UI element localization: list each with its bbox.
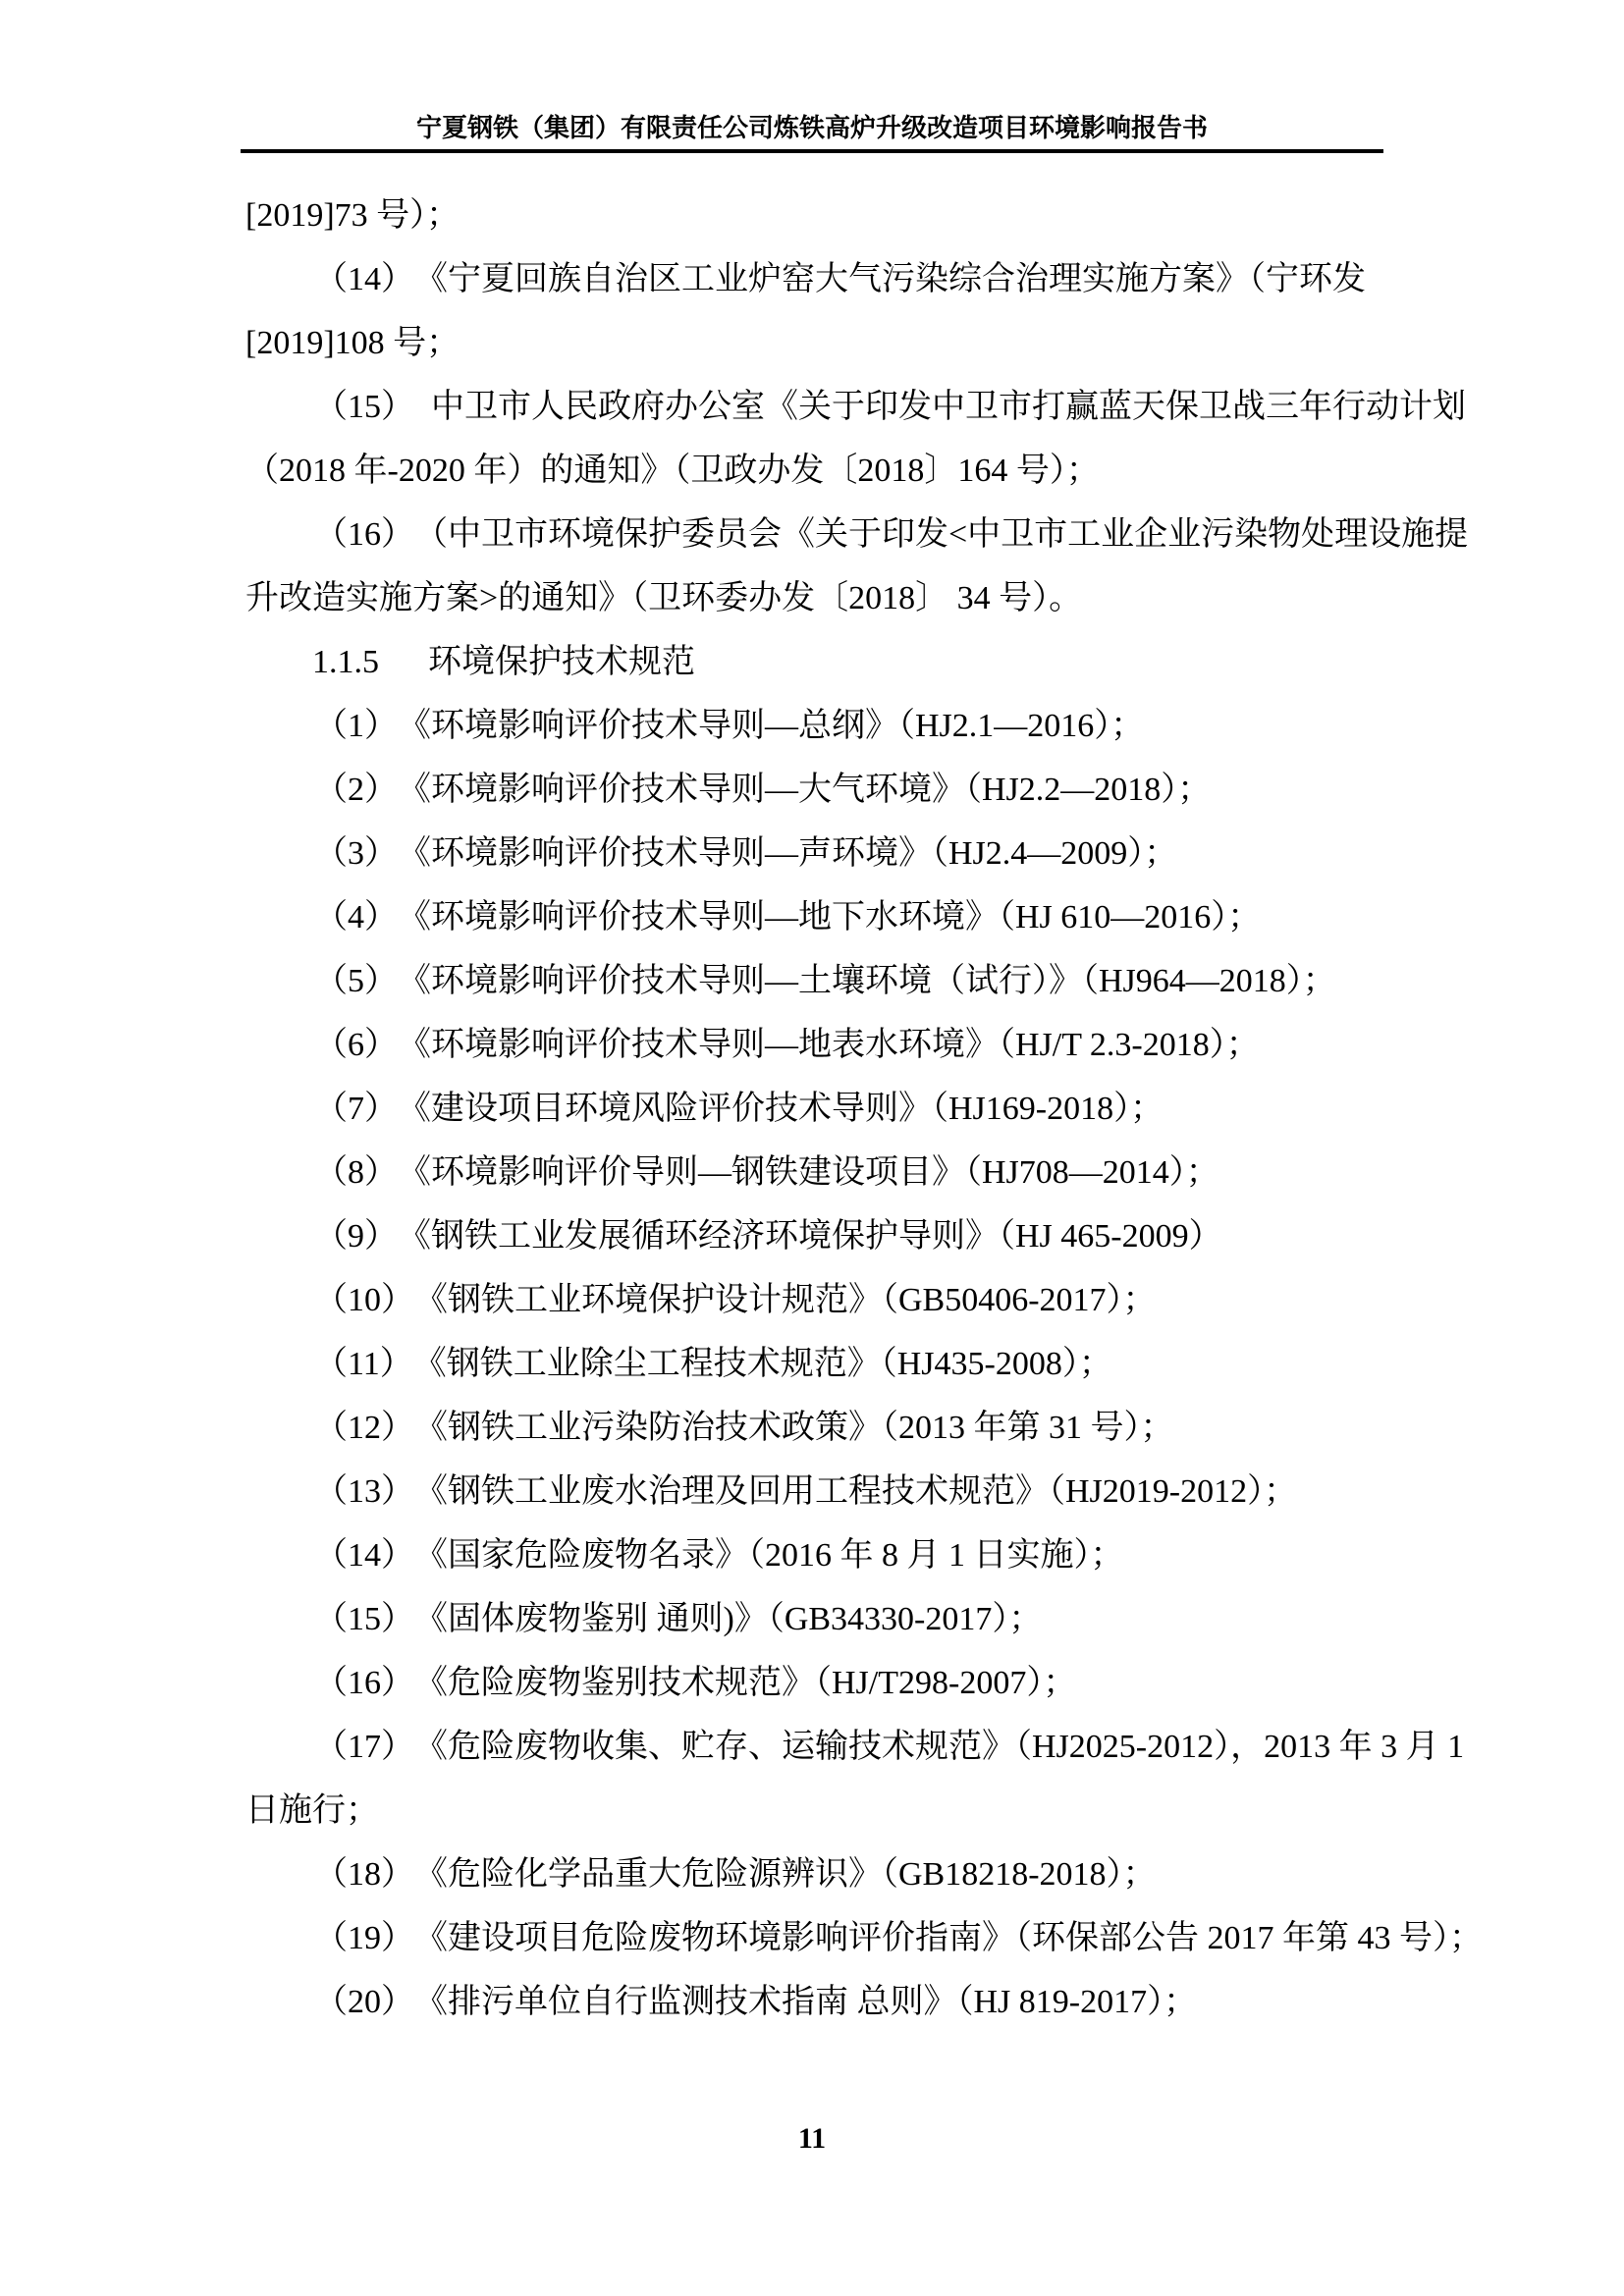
list-item: （5） 《环境影响评价技术导则—土壤环境（试行）》（HJ964—2018）； (314, 963, 1336, 999)
list-item: （3） 《环境影响评价技术导则—声环境》（HJ2.4—2009）； (314, 835, 1178, 872)
header-rule (241, 149, 1383, 153)
list-item: （14） 《国家危险废物名录》（2016 年 8 月 1 日实施）； (314, 1537, 1124, 1574)
list-item: （8） 《环境影响评价导则—钢铁建设项目》（HJ708—2014）； (314, 1154, 1219, 1191)
list-item: （20） 《排污单位自行监测技术指南 总则》（HJ 819-2017）； (314, 1984, 1198, 2020)
paragraph-item-16: （16） （中卫市环境保护委员会《关于印发<中卫市工业企业污染物处理设施提升改造实施方案>的通知》（卫环委办发〔2018〕 34 号）。 (245, 516, 1469, 616)
list-item: （10） 《钢铁工业环境保护设计规范》（GB50406-2017）； (314, 1282, 1157, 1318)
list-item: （13） 《钢铁工业废水治理及回用工程技术规范》（HJ2019-2012）； (314, 1473, 1298, 1510)
page-footer (0, 2118, 1624, 2160)
list-item: （2） 《环境影响评价技术导则—大气环境》（HJ2.2—2018）； (314, 772, 1212, 808)
list-item: （11） 《钢铁工业除尘工程技术规范》（HJ435-2008）； (314, 1346, 1112, 1382)
list-item: （16） 《危险废物鉴别技术规范》（HJ/T298-2007）； (314, 1665, 1077, 1701)
section-number: 1.1.5 (312, 644, 379, 680)
list-item: （12） 《钢铁工业污染防治技术政策》（2013 年第 31 号）； (314, 1410, 1174, 1446)
page-number: 11 (797, 2122, 827, 2155)
document-body (245, 184, 1487, 2034)
list-item: （17） 《危险废物收集、贮存、运输技术规范》（HJ2025-2012），2013 年 3 月 1 日施行； (245, 1729, 1465, 1829)
header-title: 宁夏钢铁（集团）有限责任公司炼铁高炉升级改造项目环境影响报告书 (415, 114, 1208, 142)
list-item: （19） 《建设项目危险废物环境影响评价指南》（环保部公告 2017 年第 43 号）； (314, 1920, 1483, 1956)
section-heading (245, 630, 1487, 694)
list-item: （9） 《钢铁工业发展循环经济环境保护导则》（HJ 465-2009） (314, 1218, 1222, 1255)
paragraph-item-15: （15） 中卫市人民政府办公室《关于印发中卫市打赢蓝天保卫战三年行动计划（2018 年-2020 年）的通知》（卫政办发〔2018〕164 号）； (245, 389, 1466, 489)
paragraph-continuation: [2019]73 号）； (245, 197, 460, 234)
list-item: （18） 《危险化学品重大危险源辨识》（GB18218-2018）； (314, 1856, 1157, 1893)
list-item: （1） 《环境影响评价技术导则—总纲》（HJ2.1—2016）； (314, 708, 1145, 744)
list-item: （7） 《建设项目环境风险评价技术导则》（HJ169-2018）； (314, 1091, 1164, 1127)
section-title: 环境保护技术规范 (428, 644, 695, 680)
paragraph-item-14: （14） 《宁夏回族自治区工业炉窑大气污染综合治理实施方案》（宁环发[2019]108 号； (245, 261, 1366, 361)
list-item: （4） 《环境影响评价技术导则—地下水环境》（HJ 610—2016）； (314, 899, 1262, 935)
page-header (0, 0, 1624, 153)
list-item: （6） 《环境影响评价技术导则—地表水环境》（HJ/T 2.3-2018）； (314, 1027, 1260, 1063)
list-item: （15） 《固体废物鉴别 通则)》（GB34330-2017）； (314, 1601, 1043, 1637)
